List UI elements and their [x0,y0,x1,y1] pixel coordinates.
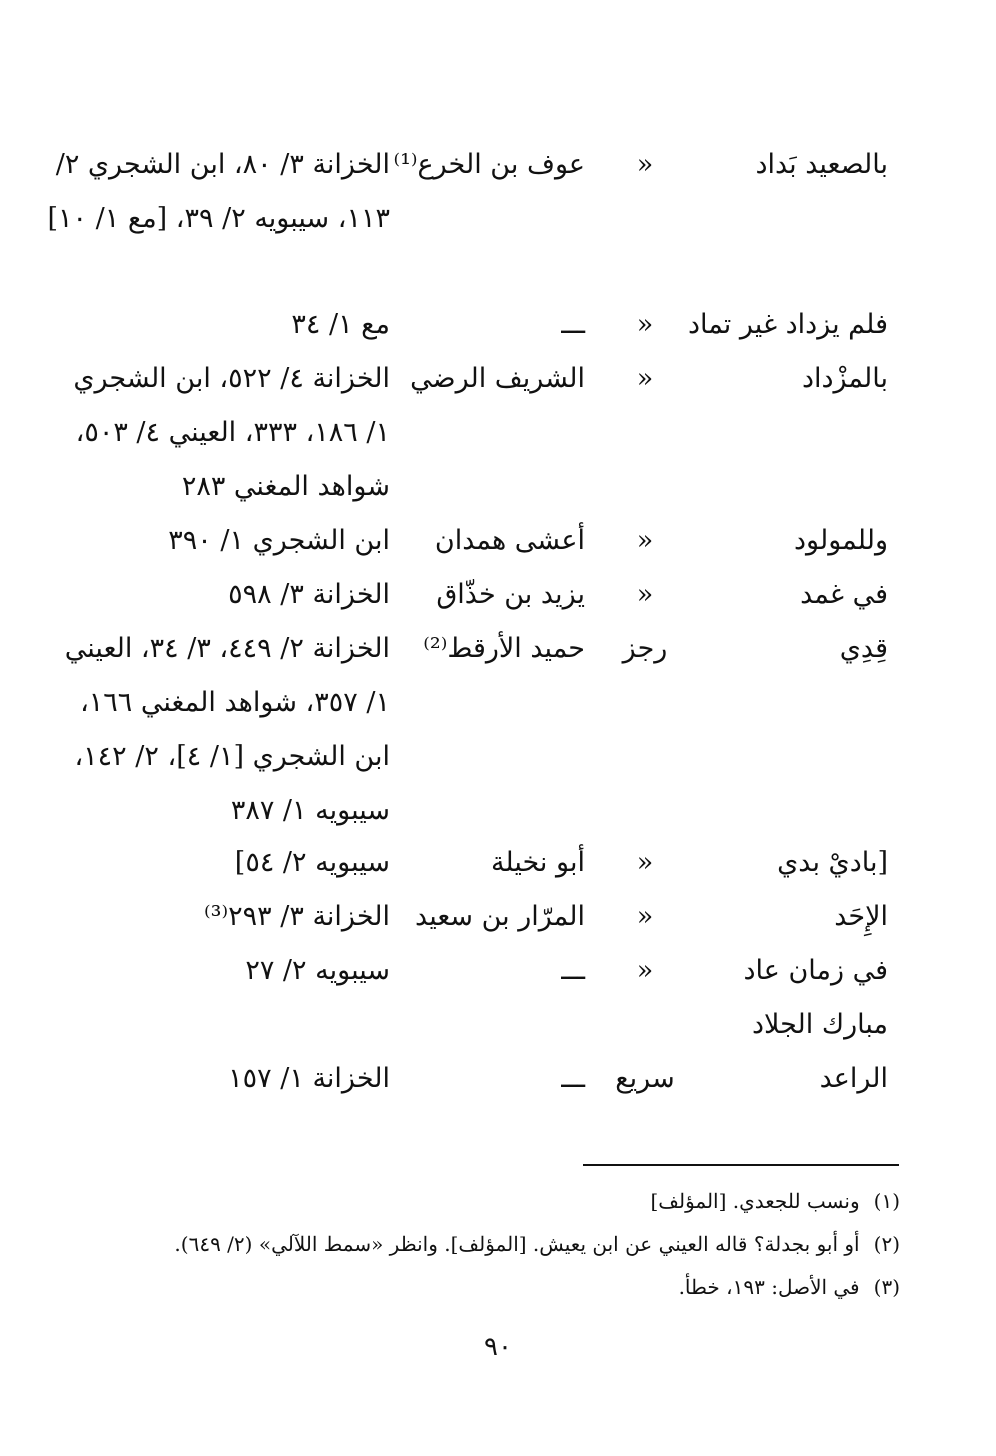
poet-name: يزيد بن خذّاق [436,579,585,610]
poet-name: ـــ [561,1063,585,1094]
rhyme-word: بالصعيد بَداد [755,149,888,180]
rhyme-word: بالمزْداد [801,363,888,394]
rhyme-word: [باديْ بدي [777,847,888,878]
meter: « [636,901,654,932]
footnote [100,1223,900,1266]
source-reference: ابن الشجري ١/ ٣٩٠ [168,525,390,556]
source-reference: الخزانة ٢/ ٤٤٩، ٣/ ٣٤، العيني ١/ ٣٥٧، شواهد المغني ١٦٦، ابن الشجري [١/ ٤]، ٢/ ١٤٢، سيبويه ١/ ٣٨٧ [64,633,390,826]
footnote-divider [583,1164,899,1166]
poet-name: أعشى همدان [434,525,585,556]
meter: « [636,847,654,878]
source-reference: مع ١/ ٣٤ [291,309,390,340]
poet-name: الشريف الرضي [410,363,585,394]
meter: سريع [615,1063,675,1094]
footnote [100,1266,900,1309]
footnote-number: (٣) [873,1275,900,1299]
meter: « [636,309,654,340]
rhyme-word: الراعد [819,1063,888,1094]
footnotes [100,1180,900,1309]
poet-name: ـــ [561,309,585,340]
page-number: ٩٠ [484,1332,512,1362]
rhyme-word: وللمولود [794,525,888,556]
source-reference: الخزانة ٣/ ٨٠، ابن الشجري ٢/ ١١٣، سيبويه ٢/ ٣٩، [مع ١/ ١٠] [47,149,390,234]
rhyme-word: مبارك الجلاد [751,1009,888,1040]
poet-name: ـــ [561,955,585,986]
rhyme-word: في زمان عاد [743,955,888,986]
footnote-text: في الأصل: ١٩٣، خطأ. [678,1275,860,1299]
source-reference: سيبويه ٢/ ٥٤] [234,847,390,878]
poet-name: حميد الأرقط⁽²⁾ [423,633,585,664]
rhyme-word: قِدِي [839,633,888,664]
poet-name: عوف بن الخرع⁽¹⁾ [393,149,585,180]
meter: « [636,525,654,556]
meter: « [636,579,654,610]
poet-name: المرّار بن سعيد [415,901,585,932]
footnote-number: (١) [873,1189,900,1213]
poet-name: أبو نخيلة [490,847,585,878]
source-reference: الخزانة ٣/ ٢٩٣⁽³⁾ [204,901,390,932]
meter: « [636,363,654,394]
meter: « [636,149,654,180]
meter: رجز [622,633,668,664]
footnote-text: ونسب للجعدي. [المؤلف] [650,1189,860,1213]
source-reference: الخزانة ٣/ ٥٩٨ [228,579,390,610]
rhyme-word: في غمد [800,579,888,610]
meter: « [636,955,654,986]
footnote-number: (٢) [873,1232,900,1256]
rhyme-word: الإِحَد [834,901,888,932]
footnote-text: أو أبو بجدلة؟ قاله العيني عن ابن يعيش. [المؤلف]. وانظر «سمط اللآلي» (٢/ ٦٤٩). [174,1232,860,1256]
source-reference: سيبويه ٢/ ٢٧ [245,955,390,986]
source-reference: الخزانة ٤/ ٥٢٢، ابن الشجري ١/ ١٨٦، ٣٣٣، العيني ٤/ ٥٠٣، شواهد المغني ٢٨٣ [73,363,390,502]
rhyme-word: فلم يزداد غير تماد [687,309,888,340]
footnote [100,1180,900,1223]
source-reference: الخزانة ١/ ١٥٧ [228,1063,390,1094]
